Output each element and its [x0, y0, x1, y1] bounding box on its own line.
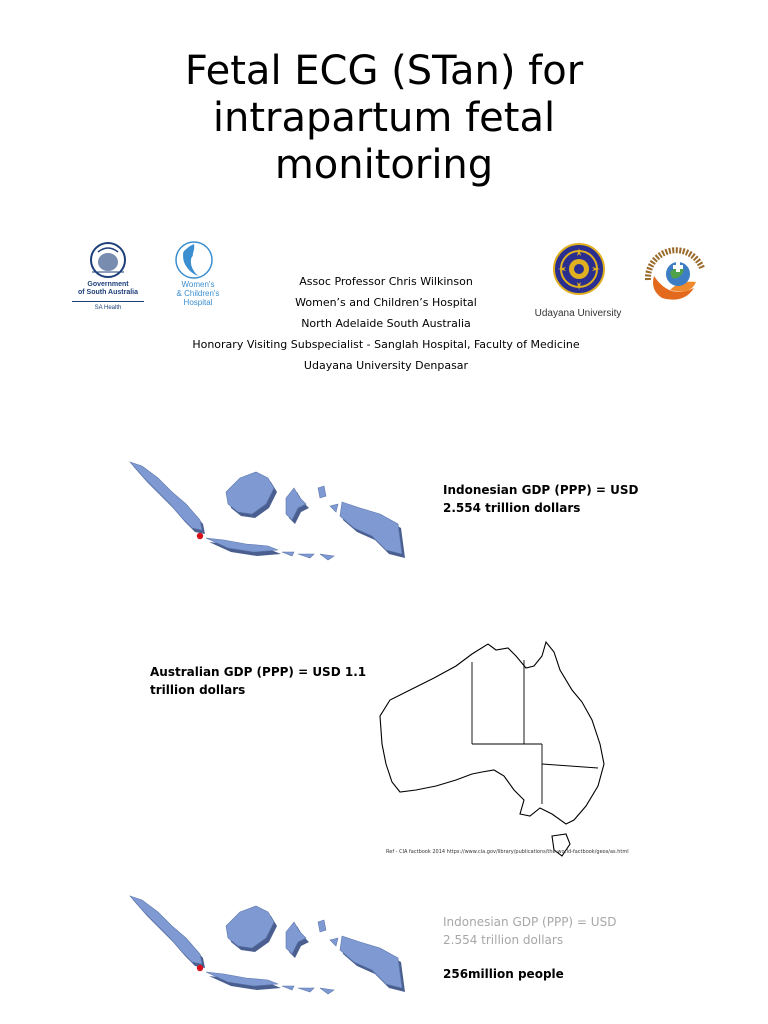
sa-gov-line-2: of South Australia [77, 289, 139, 296]
population-text: 256million people [443, 967, 564, 981]
credit-line-2: Women’s and Children’s Hospital [295, 296, 477, 309]
udayana-logo [528, 242, 628, 322]
title-line-2: intrapartum fetal [212, 95, 556, 141]
wch-line-2: & Children's [176, 289, 220, 298]
udayana-emblem-icon [553, 242, 605, 296]
credit-line-4: Honorary Visiting Subspecialist - Sanglah Hospital, Faculty of Medicine [192, 338, 580, 351]
indonesia-gdp-text-2 [443, 913, 616, 949]
credit-line-3: North Adelaide South Australia [301, 317, 471, 330]
indonesia-map [128, 458, 406, 564]
island-maluku [318, 486, 338, 512]
island-papua [340, 502, 402, 554]
title-line-1: Fetal ECG (STan) for [184, 48, 584, 94]
sanglah-hospital-logo [640, 240, 710, 310]
wch-line-1: Women's [181, 280, 215, 289]
indonesia-gdp-line-1: Indonesian GDP (PPP) = USD [443, 483, 639, 497]
sanglah-emblem-icon [640, 240, 710, 310]
credit-line-1: Assoc Professor Chris Wilkinson [299, 275, 473, 288]
location-marker-2 [197, 965, 203, 971]
indonesia-gdp-line-2: 2.554 trillion dollars [443, 501, 581, 515]
indonesia-gdp-2-line-2: 2.554 trillion dollars [443, 933, 564, 947]
island-sumatra [130, 462, 202, 530]
location-marker [197, 533, 203, 539]
australia-mainland [380, 642, 604, 824]
indonesia-map-2 [128, 892, 406, 998]
credit-line-5: Udayana University Denpasar [303, 359, 469, 372]
slide-title [0, 48, 768, 189]
island-nusa-tenggara [282, 552, 334, 560]
indonesia-gdp-text [443, 481, 639, 517]
reference-note: Ref - CIA factbook 2014 https://www.cia.gov/library/publications/the-world-factbook/geos/as.html [386, 849, 629, 855]
sa-gov-line-1: Government [87, 281, 129, 288]
indonesia-islands-2 [130, 896, 402, 994]
australia-gdp-line-2: trillion dollars [150, 683, 246, 697]
australia-map [376, 640, 608, 860]
sa-health-label: SA Health [94, 305, 122, 311]
australia-gdp-line-1: Australian GDP (PPP) = USD 1.1 [150, 665, 367, 679]
wch-line-3: Hospital [183, 298, 213, 307]
australia-gdp-text [150, 663, 366, 699]
indonesia-gdp-2-line-1: Indonesian GDP (PPP) = USD [443, 915, 617, 929]
title-line-3: monitoring [274, 142, 494, 188]
udayana-label: Udayana University [534, 308, 622, 319]
indonesia-islands [130, 462, 402, 560]
